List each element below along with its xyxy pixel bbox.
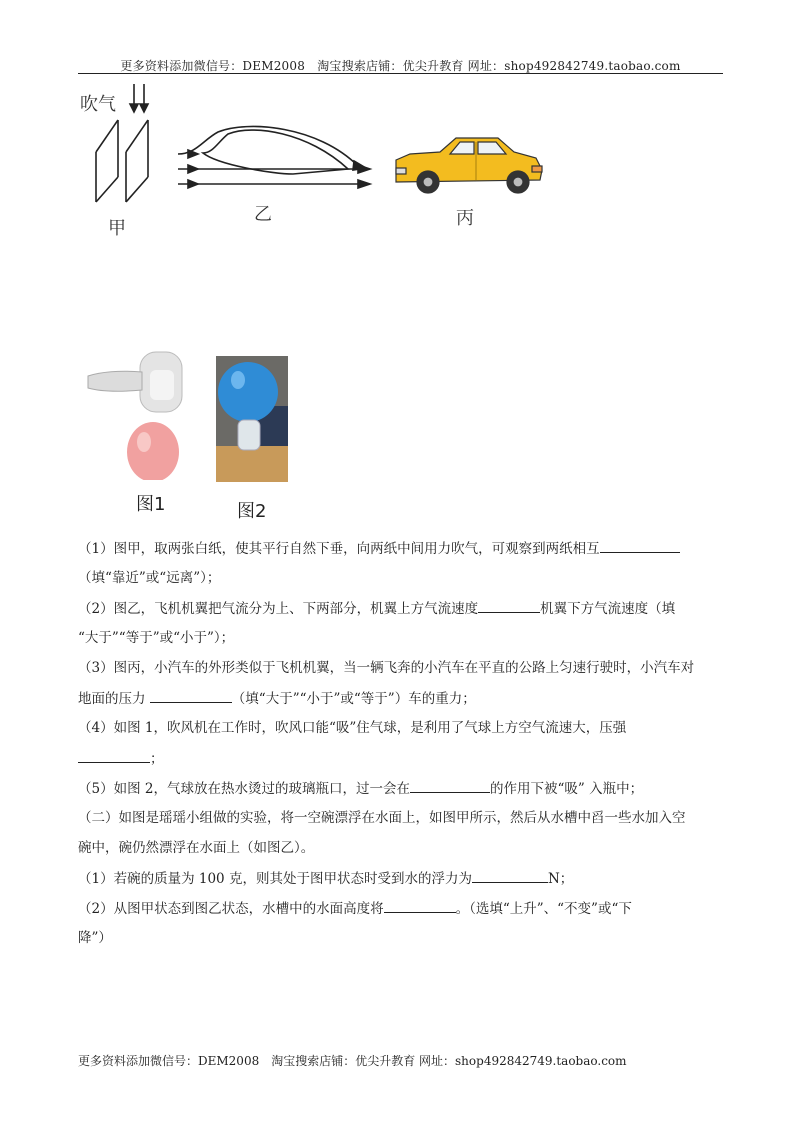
- label-yi: 乙: [254, 204, 272, 225]
- answer-blank-2[interactable]: [478, 598, 540, 613]
- answer-blank-1[interactable]: [600, 538, 680, 553]
- blow-label: 吹气: [80, 94, 116, 115]
- figure-2-caption: 图2: [237, 501, 267, 522]
- hairdryer-balloon-photo: [80, 350, 188, 480]
- label-bing: 丙: [456, 208, 474, 229]
- question-line-7: （4）如图 1，吹风机在工作时，吹风口能“吸”住气球，是利用了气球上方空气流速大，压强: [78, 720, 627, 736]
- car-illustration: [396, 138, 542, 193]
- page-header: 更多资料添加微信号：DEM2008 淘宝搜索店铺：优尖升教育 网址：shop492842749.taobao.com: [120, 59, 681, 73]
- figure-jia-yi-bing: [78, 82, 558, 242]
- question-line-11: 碗中，碗仍然漂浮在水面上（如图乙）。: [78, 840, 315, 856]
- figure-1-caption: 图1: [136, 494, 166, 515]
- question-line-12: （1）若碗的质量为 100 克，则其处于图甲状态时受到水的浮力为 N；: [78, 868, 723, 889]
- answer-blank-7[interactable]: [384, 898, 456, 913]
- question-line-6: 地面的压力 （填“大于”“小于”或“等于”）车的重力；: [78, 688, 723, 709]
- balloon-bottle-photo: [216, 356, 288, 482]
- blow-arrows-icon: [130, 84, 148, 112]
- answer-blank-3[interactable]: [150, 688, 232, 703]
- question-line-13: （2）从图甲状态到图乙状态，水槽中的水面高度将 。（选填“上升”、“不变”或“下: [78, 898, 723, 919]
- header-divider: [78, 73, 723, 74]
- answer-blank-4[interactable]: [78, 748, 150, 763]
- answer-blank-6[interactable]: [472, 868, 548, 883]
- answer-blank-5[interactable]: [410, 778, 490, 793]
- question-line-8: ；: [78, 748, 723, 769]
- page-footer: 更多资料添加微信号：DEM2008 淘宝搜索店铺：优尖升教育 网址：shop492842749.taobao.com: [78, 1054, 627, 1068]
- question-line-4: “大于”“等于”或“小于”）；: [78, 630, 235, 646]
- question-line-14: 降”）: [78, 930, 112, 946]
- question-line-1: （1）图甲，取两张白纸，使其平行自然下垂，向两纸中间用力吹气，可观察到两纸相互: [78, 538, 723, 559]
- wing-airflow-diagram: [178, 126, 370, 188]
- question-line-5: （3）图丙，小汽车的外形类似于飞机机翼，当一辆飞奔的小汽车在平直的公路上匀速行驶时，小汽车对: [78, 660, 695, 676]
- question-line-10: （二）如图是瑶瑶小组做的实验，将一空碗漂浮在水面上，如图甲所示，然后从水槽中舀一些水加入空: [78, 810, 686, 826]
- label-jia: 甲: [108, 218, 126, 239]
- question-line-9: （5）如图 2，气球放在热水烫过的玻璃瓶口，过一会在 的作用下被“吸” 入瓶中；: [78, 778, 723, 799]
- question-line-3: （2）图乙，飞机机翼把气流分为上、下两部分，机翼上方气流速度 机翼下方气流速度（填: [78, 598, 723, 619]
- paper-sheets-diagram: [96, 120, 148, 202]
- question-line-2: （填“靠近”或“远离”）；: [78, 570, 221, 586]
- figure-drawings: [78, 82, 558, 242]
